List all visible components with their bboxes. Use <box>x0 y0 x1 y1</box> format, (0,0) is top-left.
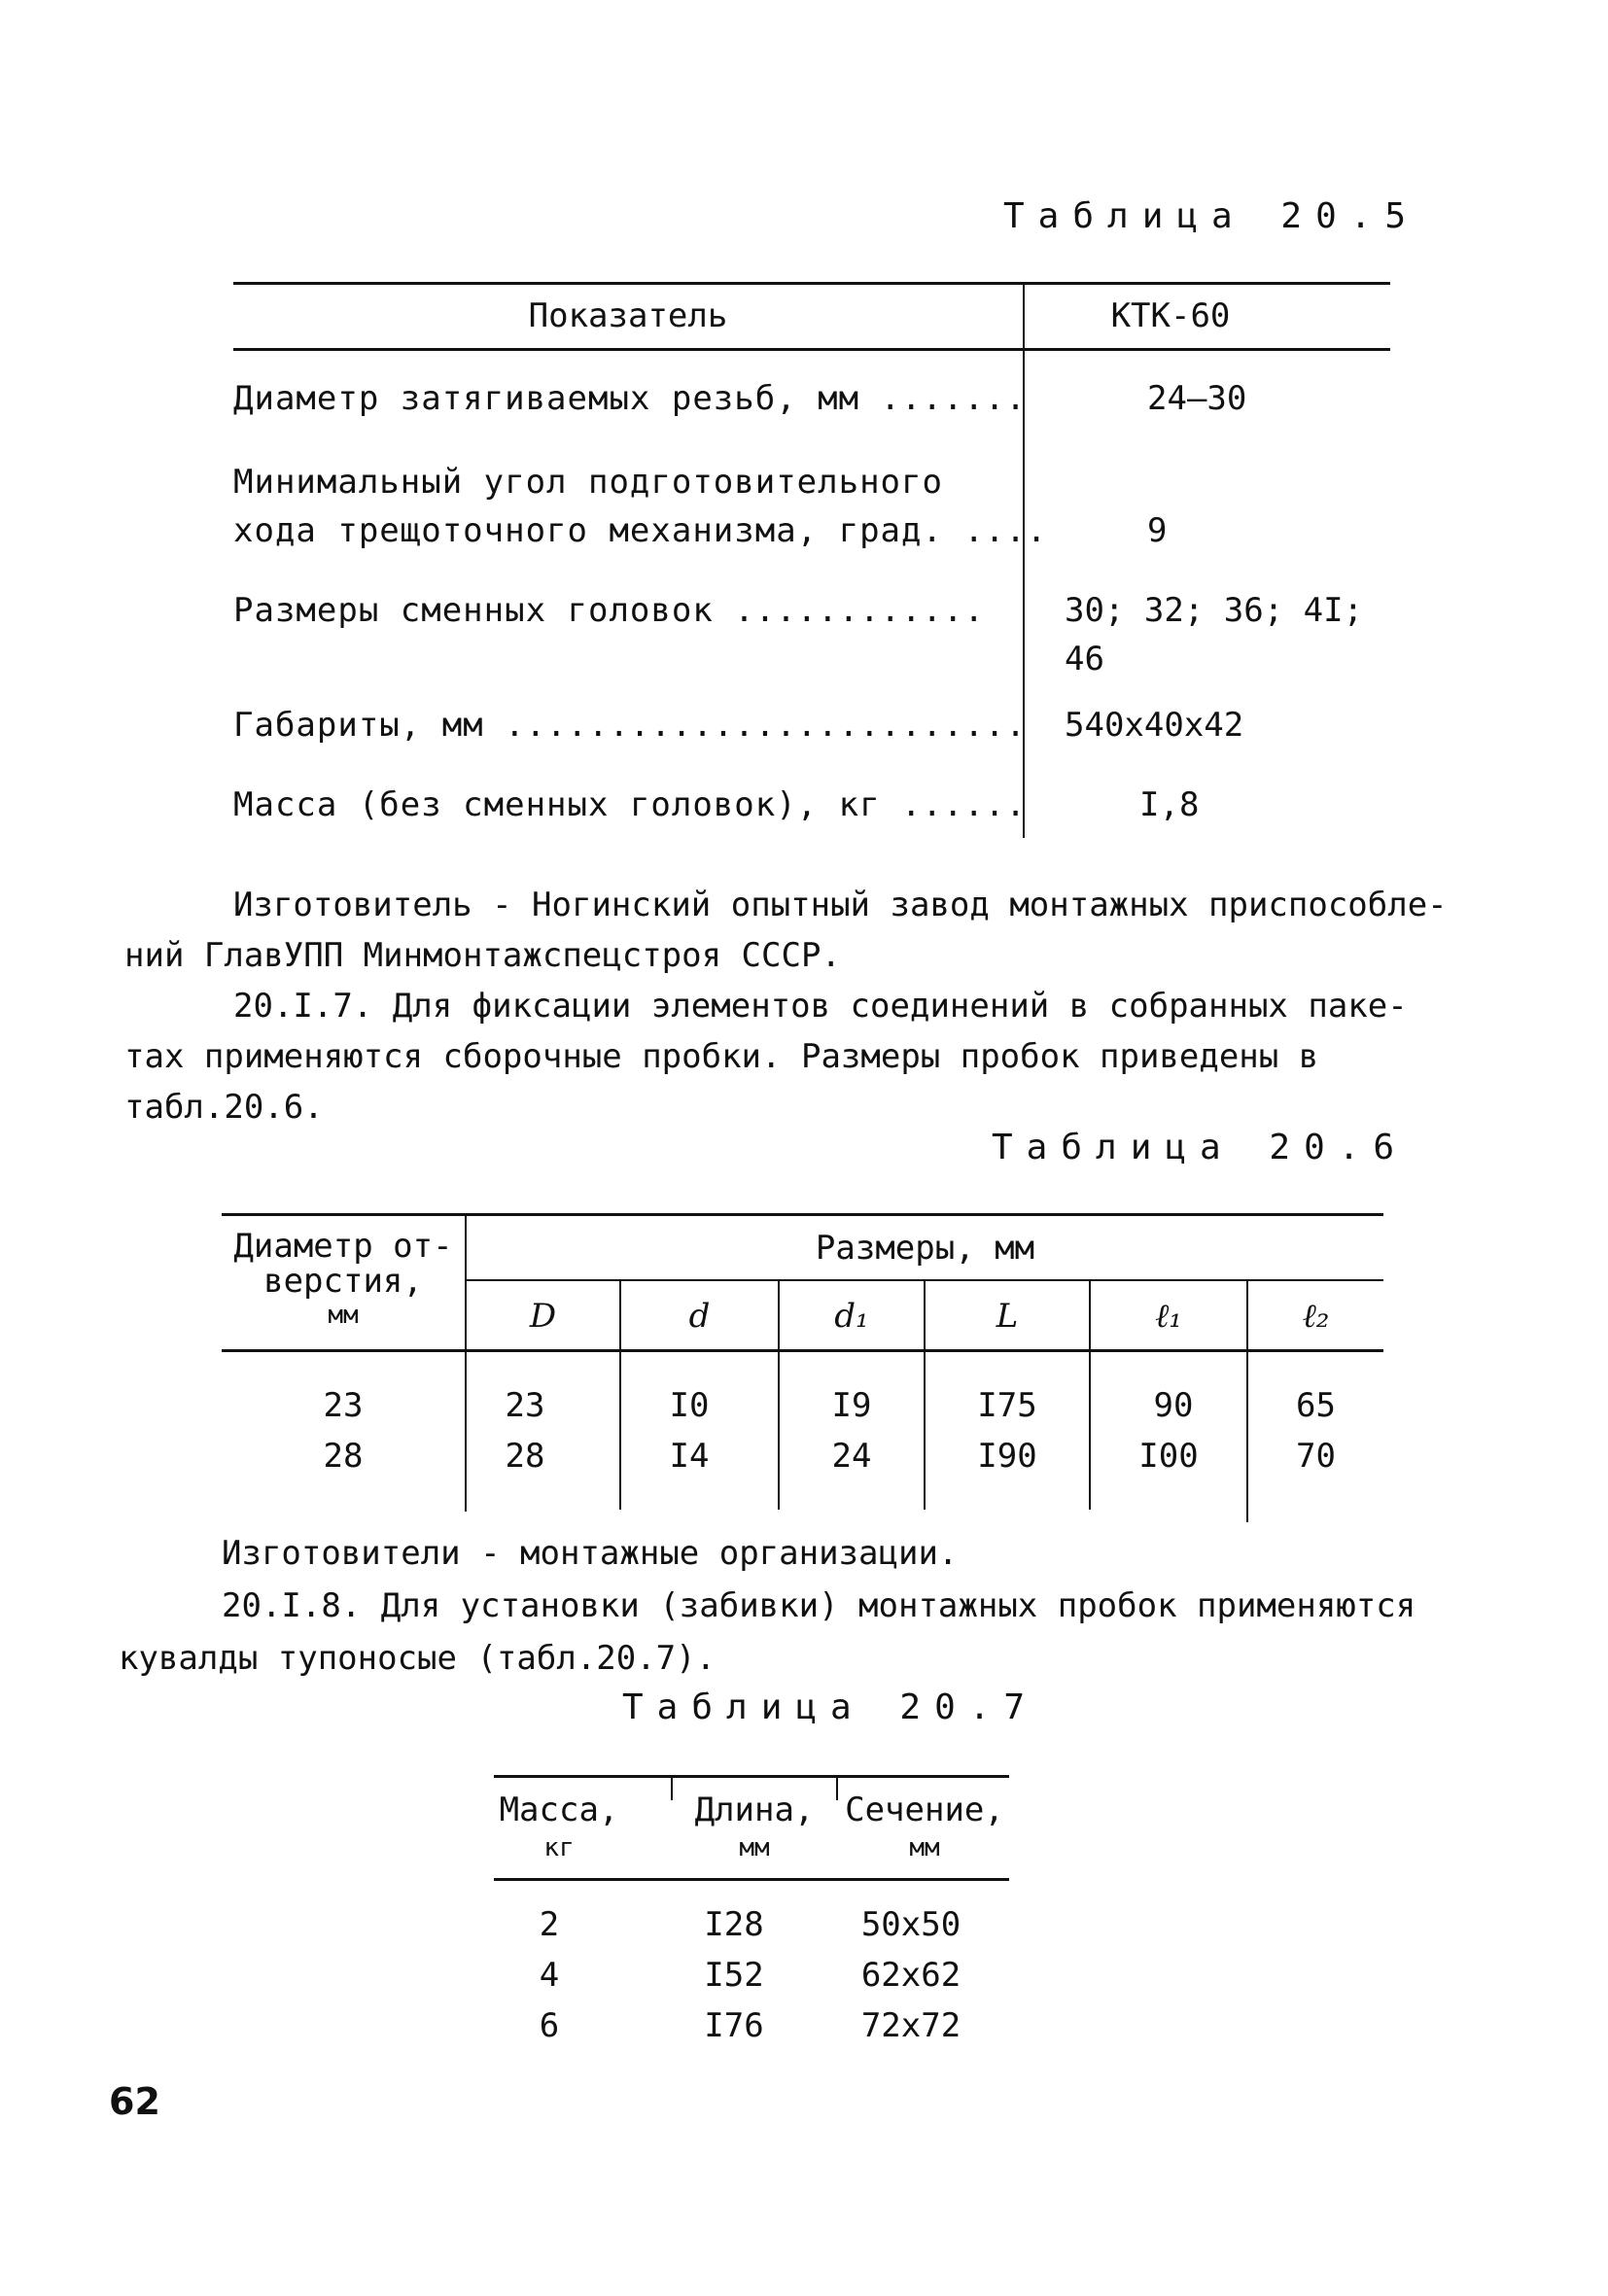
table-20-6-subheader: L <box>996 1297 1019 1336</box>
table-20-5-row-label: Габариты, мм ......................... <box>233 706 1027 745</box>
table-20-6-subheader: ℓ₁ <box>1155 1297 1182 1336</box>
table-20-6-header-rule <box>222 1349 1383 1352</box>
table-20-7-header: Масса, <box>499 1791 619 1829</box>
table-20-6-header-left: верстия, <box>263 1262 423 1301</box>
table-20-7-cell: I76 <box>704 2006 764 2045</box>
table-20-6-header-group: Размеры, мм <box>815 1229 1035 1268</box>
table-20-6-header-left: Диаметр от- <box>233 1227 453 1266</box>
table-20-6-header-left: мм <box>328 1301 359 1330</box>
table-20-6-cell: 70 <box>1296 1437 1336 1476</box>
table-20-6-cell: I4 <box>669 1437 710 1476</box>
table-20-5-row-label-cont: хода трещоточного механизма, град. .... <box>233 511 1048 550</box>
paragraph-line: 20.I.8. Для установки (забивки) монтажных пробок применяются <box>222 1586 1416 1625</box>
page-number: 62 <box>109 2080 160 2123</box>
table-20-7-header: Длина, <box>694 1791 815 1829</box>
table-20-6-cell: 65 <box>1296 1386 1336 1425</box>
table-20-6-cell: 23 <box>505 1386 545 1425</box>
table-20-7-cell: 2 <box>539 1905 560 1944</box>
table-20-7-header-unit: кг <box>543 1833 575 1862</box>
paragraph-line: кувалды тупоносые (табл.20.7). <box>119 1639 717 1678</box>
table-20-7-header-unit: мм <box>739 1833 770 1862</box>
table-20-7-cell: 72x72 <box>860 2006 961 2045</box>
table-20-5-row-value: I,8 <box>1139 785 1200 824</box>
table-20-6-cell: I0 <box>669 1386 710 1425</box>
table-20-7-cell: 6 <box>539 2006 560 2045</box>
table-20-7-cell: I52 <box>704 1956 764 1995</box>
table-20-6-top-rule <box>222 1213 1383 1216</box>
table-20-6-subheader: D <box>529 1297 557 1336</box>
paragraph-line: ний ГлавУПП Минмонтажспецстроя СССР. <box>124 936 841 975</box>
table-20-6-cell: 28 <box>323 1437 364 1476</box>
table-20-7-caption: Таблица 20.7 <box>622 1687 1039 1727</box>
table-20-6-subheader: ℓ₂ <box>1302 1297 1330 1336</box>
table-20-7-header: Сечение, <box>845 1791 1004 1829</box>
table-20-5-top-rule <box>233 282 1390 285</box>
paragraph-line: тах применяются сборочные пробки. Размеры пробок приведены в <box>124 1037 1319 1076</box>
table-20-5-row-value: 24–30 <box>1147 379 1247 418</box>
table-20-5-column-divider <box>1023 284 1025 838</box>
table-20-6-cell: I00 <box>1138 1437 1199 1476</box>
table-20-6-cell: I9 <box>831 1386 872 1425</box>
table-20-5-caption: Таблица 20.5 <box>1003 196 1420 236</box>
table-20-6-cell: I75 <box>977 1386 1037 1425</box>
table-20-7-top-rule <box>494 1775 1009 1778</box>
table-20-5-row-label: Диаметр затягиваемых резьб, мм ....... <box>233 379 1027 418</box>
table-20-6-cell: I90 <box>977 1437 1037 1476</box>
table-20-6-cell: 28 <box>505 1437 545 1476</box>
table-20-6-cell: 90 <box>1153 1386 1194 1425</box>
table-20-5-header-indicator: Показатель <box>528 296 728 335</box>
paragraph-line: 20.I.7. Для фиксации элементов соединений в собранных паке- <box>233 987 1408 1026</box>
table-20-6-subheader: d₁ <box>834 1297 869 1336</box>
table-20-5-header-model: КТК-60 <box>1110 296 1231 335</box>
table-20-7-cell: 50x50 <box>860 1905 961 1944</box>
table-20-5-row-label: Размеры сменных головок ............ <box>233 591 985 630</box>
paragraph-line: табл.20.6. <box>124 1088 324 1127</box>
table-20-7-cell: 4 <box>539 1956 560 1995</box>
table-20-6-cell: 24 <box>831 1437 872 1476</box>
table-20-7-header-unit: мм <box>909 1833 940 1862</box>
table-20-6-caption: Таблица 20.6 <box>992 1128 1409 1167</box>
table-20-5-row-value: 30; 32; 36; 4I; <box>1065 591 1364 630</box>
table-20-5-row-label: Минимальный угол подготовительного <box>233 463 943 502</box>
paragraph-line: Изготовитель - Ногинский опытный завод монтажных приспособле- <box>233 886 1448 924</box>
table-20-7-cell: 62x62 <box>860 1956 961 1995</box>
table-20-7-cell: I28 <box>704 1905 764 1944</box>
table-20-5-row-value-cont: 46 <box>1065 640 1104 678</box>
paragraph-line: Изготовители - монтажные организации. <box>222 1534 959 1573</box>
table-20-7-header-rule <box>494 1878 1009 1881</box>
table-20-6-subheader: d <box>688 1297 711 1336</box>
table-20-6-cell: 23 <box>323 1386 364 1425</box>
table-20-5-row-value: 540x40x42 <box>1065 706 1244 745</box>
table-20-5-header-rule <box>233 348 1390 351</box>
table-20-5-row-value: 9 <box>1147 511 1168 550</box>
table-20-5-row-label: Масса (без сменных головок), кг ...... <box>233 785 1027 824</box>
